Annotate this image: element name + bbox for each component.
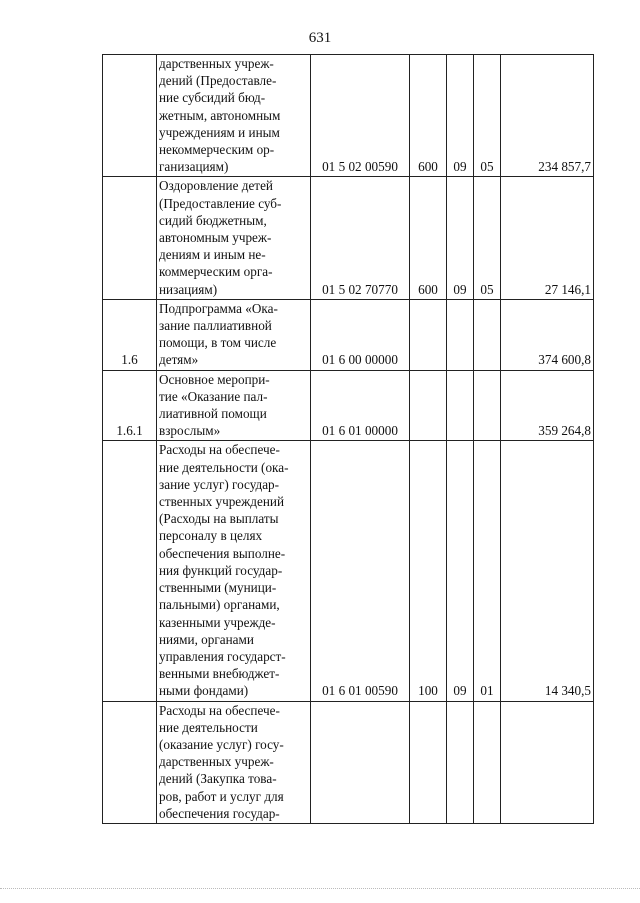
table-row (103, 701, 594, 823)
row-name-line: помощи, в том числе (159, 335, 277, 351)
row-name (157, 55, 311, 177)
row-name-line: (Расходы на выплаты (159, 511, 279, 527)
row-name-line: ние деятельности (ока- (159, 459, 289, 475)
row-subsection (474, 299, 501, 370)
row-name-line: пальными) органами, (159, 597, 280, 613)
scan-artifact-line (0, 888, 640, 889)
row-section (447, 299, 474, 370)
row-name (157, 177, 311, 299)
row-expense-type: 600 (410, 177, 447, 299)
row-number: 1.6.1 (103, 370, 157, 441)
row-subsection: 05 (474, 177, 501, 299)
row-name-line: дениям и иным не- (159, 247, 266, 263)
row-name-line: некоммерческим ор- (159, 142, 275, 158)
row-name-line: зание паллиативной (159, 318, 272, 334)
row-amount: 359 264,8 (501, 370, 594, 441)
row-expense-type: 600 (410, 55, 447, 177)
row-name-line: ние деятельности (159, 719, 258, 735)
row-target-code (311, 701, 410, 823)
row-name (157, 299, 311, 370)
page-number: 631 (308, 30, 332, 46)
row-section: 09 (447, 55, 474, 177)
row-name (157, 370, 311, 441)
row-subsection: 05 (474, 55, 501, 177)
row-target-code: 01 6 01 00000 (311, 370, 410, 441)
row-name-line: казенными учрежде- (159, 614, 276, 630)
row-name-line: персоналу в целях (159, 528, 263, 544)
row-name-line: Основное меропри- (159, 371, 270, 387)
row-section: 09 (447, 177, 474, 299)
row-name-line: ганизациям) (159, 159, 229, 175)
row-name-line: ния функций государ- (159, 562, 283, 578)
row-target-code: 01 6 01 00590 (311, 441, 410, 701)
row-name-line: низациям) (159, 281, 218, 297)
row-name-line: дарственных учреж- (159, 754, 274, 770)
row-name-line: лиативной помощи (159, 406, 267, 422)
row-amount: 374 600,8 (501, 299, 594, 370)
table-row (103, 370, 594, 441)
row-name-line: жетным, автономным (159, 107, 281, 123)
row-expense-type (410, 299, 447, 370)
row-name-line: учреждениям и иным (159, 124, 280, 140)
row-name-line: ственных учреждений (159, 494, 285, 510)
row-name-line: тие «Оказание пал- (159, 388, 268, 404)
row-name-line: дений (Закупка това- (159, 771, 277, 787)
row-name-line: ние субсидий бюд- (159, 90, 266, 106)
row-subsection (474, 370, 501, 441)
row-name-line: ров, работ и услуг для (159, 788, 284, 804)
table-row (103, 55, 594, 177)
row-name-line: ными фондами) (159, 683, 249, 699)
row-name-line: венными внебюджет- (159, 666, 280, 682)
row-name-line: ственными (муници- (159, 580, 277, 596)
row-name-line: Подпрограмма «Ока- (159, 300, 278, 316)
table-row (103, 441, 594, 701)
row-name-line: (Предоставление суб- (159, 195, 282, 211)
row-name-line: сидий бюджетным, (159, 212, 267, 228)
row-amount: 27 146,1 (501, 177, 594, 299)
table-row (103, 177, 594, 299)
row-expense-type: 100 (410, 441, 447, 701)
row-subsection: 01 (474, 441, 501, 701)
row-name-line: управления государст- (159, 648, 286, 664)
row-section: 09 (447, 441, 474, 701)
row-name-line: Расходы на обеспече- (159, 702, 280, 718)
row-section (447, 370, 474, 441)
row-name-line: зание услуг) государ- (159, 476, 280, 492)
row-section (447, 701, 474, 823)
row-name-line: автономным учреж- (159, 230, 272, 246)
row-number (103, 55, 157, 177)
row-amount: 14 340,5 (501, 441, 594, 701)
row-target-code: 01 6 00 00000 (311, 299, 410, 370)
row-amount: 234 857,7 (501, 55, 594, 177)
row-number: 1.6 (103, 299, 157, 370)
row-target-code: 01 5 02 70770 (311, 177, 410, 299)
row-name-line: обеспечения выполне- (159, 545, 286, 561)
row-name-line: Оздоровление детей (159, 178, 273, 194)
row-name-line: коммерческим орга- (159, 264, 273, 280)
budget-table (102, 54, 594, 824)
row-expense-type (410, 701, 447, 823)
row-name-line: детям» (159, 352, 199, 368)
row-name-line: обеспечения государ- (159, 805, 280, 821)
table-body (103, 55, 594, 824)
row-subsection (474, 701, 501, 823)
row-name (157, 701, 311, 823)
row-name-line: ниями, органами (159, 631, 254, 647)
row-number (103, 177, 157, 299)
row-name-line: Расходы на обеспече- (159, 442, 280, 458)
row-name (157, 441, 311, 701)
row-name-line: дений (Предоставле- (159, 73, 277, 89)
row-target-code: 01 5 02 00590 (311, 55, 410, 177)
row-number (103, 701, 157, 823)
row-amount (501, 701, 594, 823)
row-name-line: взрослым» (159, 423, 221, 439)
row-name-line: дарственных учреж- (159, 56, 274, 71)
row-number (103, 441, 157, 701)
table-row (103, 299, 594, 370)
row-name-line: (оказание услуг) госу- (159, 736, 284, 752)
row-expense-type (410, 370, 447, 441)
